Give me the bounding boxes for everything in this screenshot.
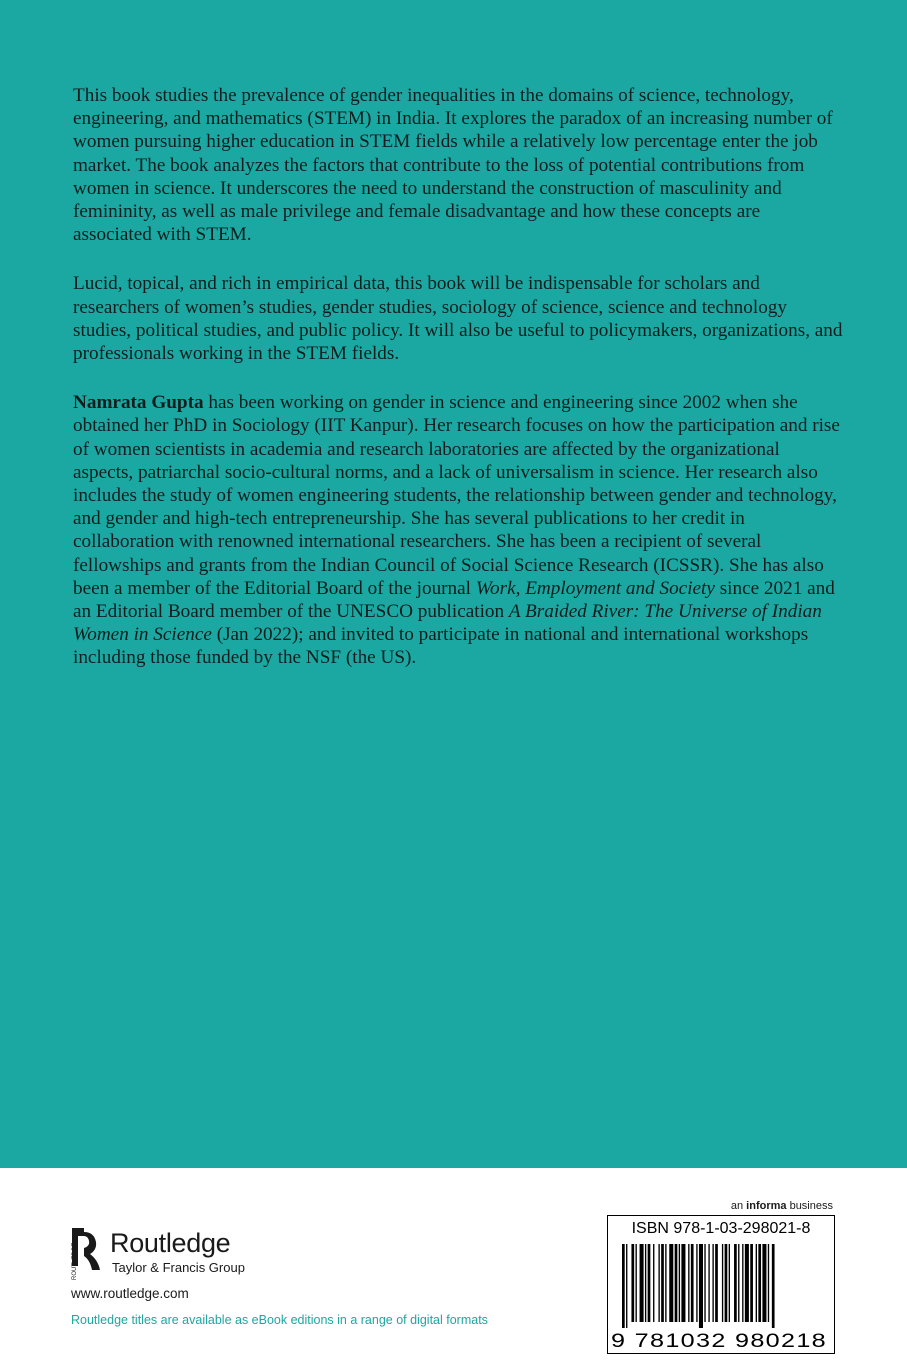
back-cover-text	[73, 84, 843, 696]
barcode-bar	[712, 1244, 713, 1322]
barcode-bar	[704, 1244, 705, 1322]
barcode-bar	[742, 1244, 743, 1322]
bio-text-3: (Jan 2022); and invited to participate in national and international workshops including those funded by the NSF (the US).	[73, 624, 809, 669]
bio-text-1: has been working on gender in science and engineering since 2002 when she obtained her PhD in Sociology (IIT Kanpur). Her research focuses on how the participation and rise of women scientists in academia and research laboratories are affected by the organizational aspects, patriarchal socio-cultural norms, and a lack of universalism in science. Her research also includes the study of women engineering students, the relationship between gender and technology, and gender and high-tech entrepreneurship. She has several publications to her credit in collaboration with renowned international researchers. She has been a recipient of several fellowships and grants from the Indian Council of Social Science Research (ICSSR). She has also been a member of the Editorial Board of the journal	[73, 392, 840, 599]
barcode-bar	[722, 1244, 723, 1322]
website-url: www.routledge.com	[71, 1286, 189, 1301]
ebook-note: Routledge titles are available as eBook editions in a range of digital formats	[71, 1313, 488, 1327]
barcode-bar	[653, 1244, 654, 1322]
barcode-bar	[661, 1244, 664, 1322]
barcode-bar	[768, 1244, 769, 1322]
barcode-bar	[648, 1244, 651, 1322]
barcode-bar	[750, 1244, 753, 1322]
barcode-bar	[691, 1244, 694, 1322]
barcode-bar	[658, 1244, 659, 1322]
barcode-bar	[636, 1244, 637, 1322]
isbn-barcode	[607, 1215, 835, 1354]
barcode-bar	[762, 1244, 766, 1322]
barcode-bar	[675, 1244, 678, 1322]
routledge-logo	[70, 1226, 270, 1286]
publisher-group: Taylor & Francis Group	[112, 1260, 245, 1275]
informa-tagline	[731, 1200, 833, 1212]
author-name: Namrata Gupta	[73, 392, 204, 414]
bio-text-2: since 2021 and an Editorial Board member of the UNESCO publication	[73, 577, 835, 623]
barcode-bar	[734, 1244, 737, 1322]
barcode-bar	[688, 1244, 689, 1322]
description-paragraph-2: Lucid, topical, and rich in empirical data, this book will be indispensable for scholars and researchers of women’s studies, gender studies, sociology of science, science and technology studies, political studies, and public policy. It will also be useful to policymakers, organizations, and professionals working in the STEM fields.	[73, 273, 843, 365]
informa-pre: an	[730, 1200, 747, 1212]
publisher-name: Routledge	[110, 1228, 231, 1258]
barcode-bar	[669, 1244, 673, 1322]
barcode-bar	[626, 1244, 627, 1328]
barcode-bar	[772, 1244, 775, 1328]
barcode-bar	[640, 1244, 644, 1322]
barcode-bar	[699, 1244, 703, 1328]
journal-title: Work, Employment and Society	[475, 577, 715, 599]
author-bio	[73, 391, 843, 669]
barcode-digits-text: 9 781032 980218	[611, 1331, 827, 1352]
description-paragraph-1: This book studies the prevalence of gender inequalities in the domains of science, technology, engineering, and mathematics (STEM) in India. It explores the paradox of an increasing number of women pursuing higher education in STEM fields while a relatively low percentage enter the job market. The book analyzes the factors that contribute to the loss of potential contributions from women in science. It underscores the need to understand the construction of masculinity and femininity, as well as male privilege and female disadvantage and how these concepts are associated with STEM.	[73, 85, 833, 246]
barcode-bar	[665, 1244, 666, 1322]
publication-title: A Braided River: The Universe of Indian Women in Science	[73, 601, 822, 646]
barcode-bar	[622, 1244, 625, 1328]
barcode-bar	[715, 1244, 718, 1322]
footer-panel	[0, 1168, 907, 1360]
logo-vertical-text: ROUTLEDGE	[72, 1242, 78, 1280]
barcode-bar	[756, 1244, 757, 1322]
informa-post: business	[786, 1200, 833, 1212]
routledge-mark-icon	[70, 1226, 108, 1282]
barcode-bar	[745, 1244, 749, 1322]
isbn-label: ISBN 978-1-03-298021-8	[631, 1220, 811, 1237]
barcode-bar	[679, 1244, 680, 1322]
barcode-bar	[738, 1244, 739, 1322]
barcode-bar	[681, 1244, 685, 1322]
barcode-bar	[708, 1244, 709, 1322]
barcode-bar	[729, 1244, 730, 1322]
barcode-digits	[608, 1328, 834, 1358]
barcode-icon	[616, 1244, 826, 1328]
barcode-bar	[696, 1244, 697, 1322]
barcode-bar	[631, 1244, 634, 1322]
barcode-bar	[645, 1244, 646, 1322]
barcode-bar	[758, 1244, 761, 1322]
informa-brand: informa	[746, 1200, 787, 1212]
barcode-bar	[725, 1244, 728, 1322]
